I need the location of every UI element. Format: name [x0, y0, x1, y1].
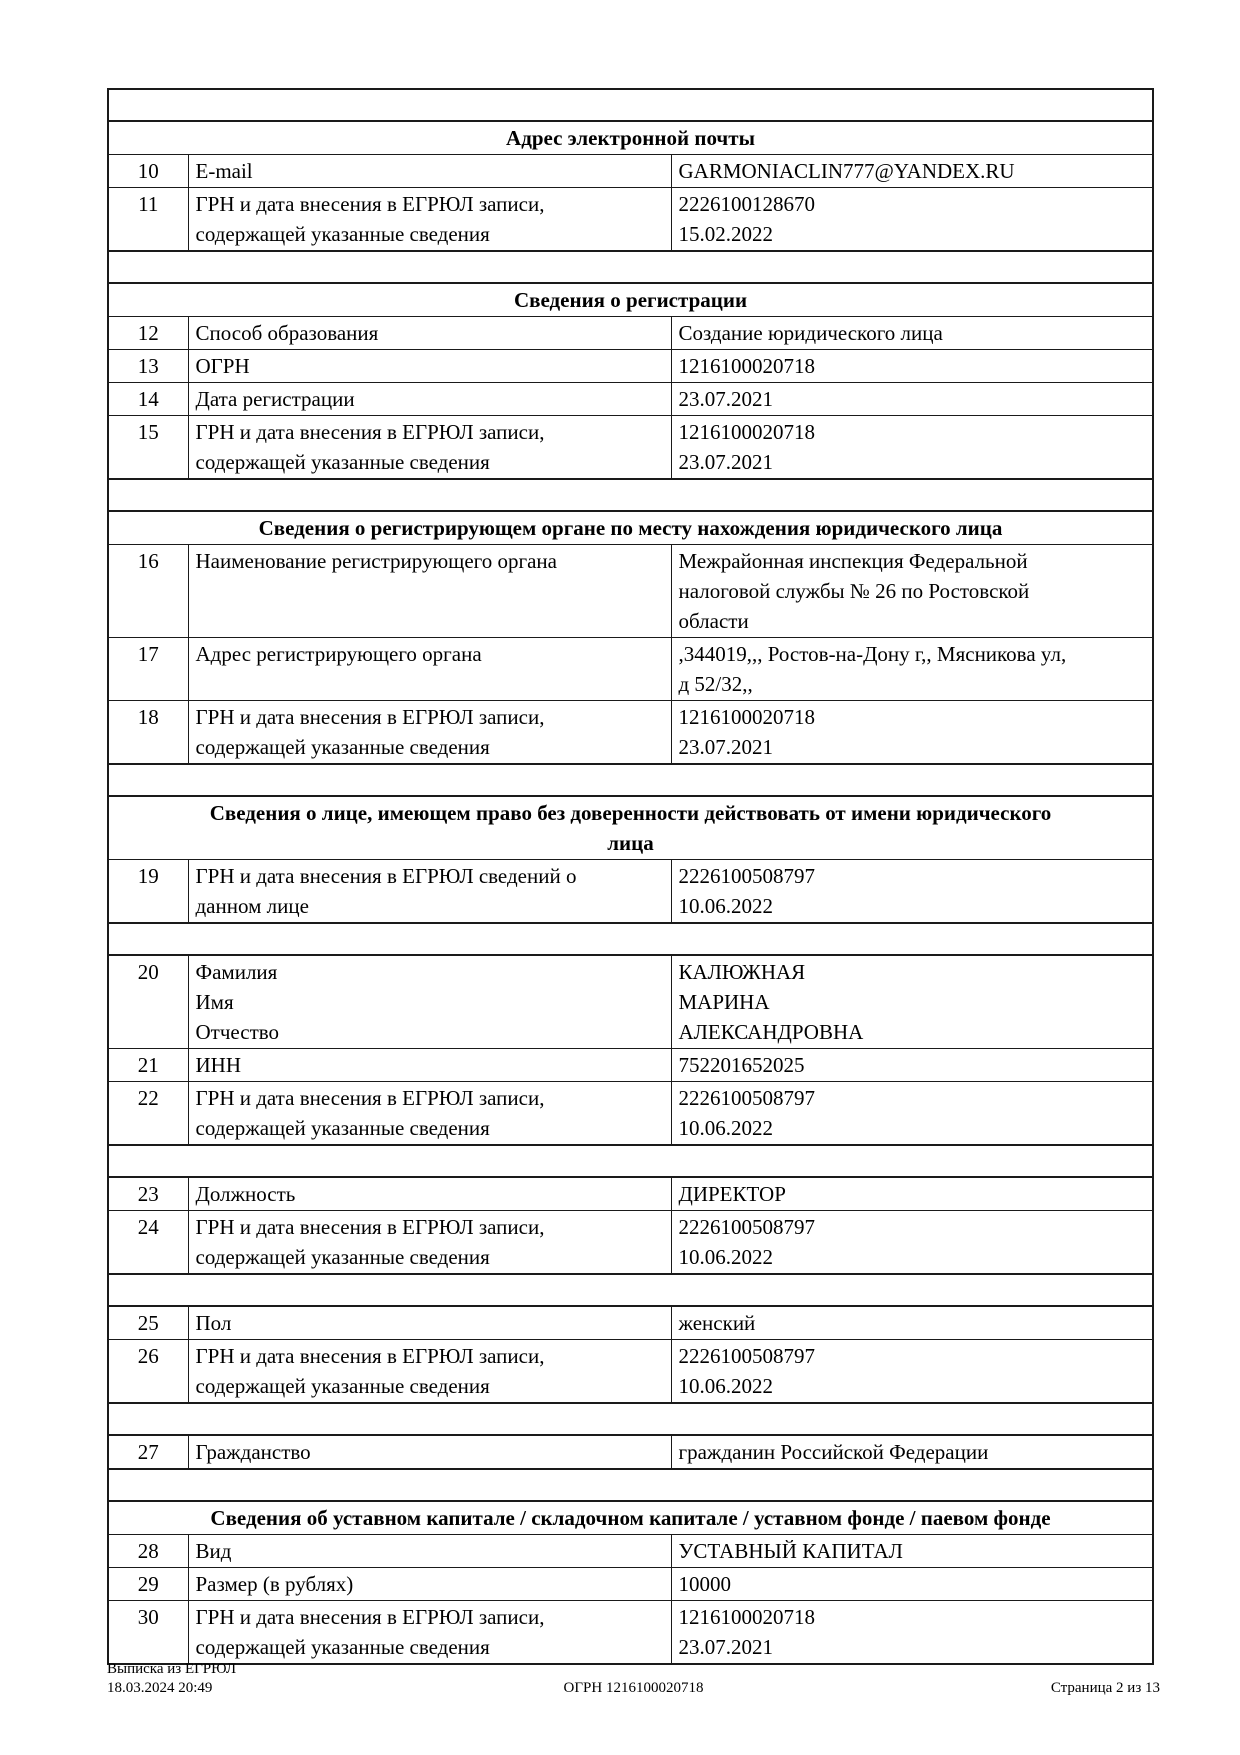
- text-line: 23.07.2021: [678, 1635, 773, 1659]
- row-value: [671, 860, 1153, 924]
- text-line: 15.02.2022: [678, 222, 773, 246]
- row-number: 30: [108, 1601, 188, 1665]
- section-header-row: [108, 1501, 1153, 1535]
- row-number: 18: [108, 701, 188, 765]
- row-value: [671, 1568, 1153, 1601]
- row-number: 20: [108, 955, 188, 1049]
- text-line: МАРИНА: [678, 990, 770, 1014]
- table-row: [108, 1177, 1153, 1211]
- text-line: Пол: [195, 1311, 232, 1335]
- spacer-row: [108, 251, 1153, 283]
- text-line: Размер (в рублях): [195, 1572, 354, 1596]
- text-line: д 52/32,,: [678, 672, 753, 696]
- row-number: 12: [108, 317, 188, 350]
- text-line: Сведения о лице, имеющем право без доверенности действовать от имени юридического: [209, 801, 1052, 825]
- spacer-cell: [108, 1469, 1153, 1501]
- row-label: [188, 1082, 671, 1146]
- text-line: Фамилия: [195, 960, 278, 984]
- text-line: ДИРЕКТОР: [678, 1182, 786, 1206]
- text-line: содержащей указанные сведения: [195, 735, 490, 759]
- row-number: 19: [108, 860, 188, 924]
- section-header: [108, 511, 1153, 545]
- table-row: [108, 638, 1153, 701]
- row-label: [188, 955, 671, 1049]
- text-line: Сведения о регистрации: [513, 288, 748, 312]
- spacer-cell: [108, 251, 1153, 283]
- footer-info-line: [107, 1679, 1160, 1698]
- text-line: содержащей указанные сведения: [195, 1374, 490, 1398]
- text-line: Вид: [195, 1539, 232, 1563]
- table-row: [108, 1082, 1153, 1146]
- text-line: ГРН и дата внесения в ЕГРЮЛ записи,: [195, 192, 545, 216]
- row-number: 15: [108, 416, 188, 480]
- row-number: 26: [108, 1340, 188, 1404]
- text-line: 2226100508797: [678, 1086, 815, 1110]
- row-value: [671, 955, 1153, 1049]
- page-footer: [107, 1660, 1160, 1698]
- text-line: 2226100508797: [678, 1344, 815, 1368]
- section-header: [108, 121, 1153, 155]
- text-line: 2226100128670: [678, 192, 815, 216]
- text-line: Гражданство: [195, 1440, 311, 1464]
- row-label: [188, 1601, 671, 1665]
- text-line: содержащей указанные сведения: [195, 1635, 490, 1659]
- row-label: [188, 317, 671, 350]
- row-value: [671, 383, 1153, 416]
- section-header-row: [108, 796, 1153, 860]
- spacer-cell: [108, 764, 1153, 796]
- text-line: Должность: [195, 1182, 296, 1206]
- row-number: 10: [108, 155, 188, 188]
- text-line: 23.07.2021: [678, 450, 773, 474]
- text-line: 1216100020718: [678, 420, 815, 444]
- row-number: 13: [108, 350, 188, 383]
- spacer-row: [108, 1403, 1153, 1435]
- row-value: [671, 188, 1153, 252]
- table-row: [108, 545, 1153, 638]
- text-line: GARMONIACLIN777@YANDEX.RU: [678, 159, 1015, 183]
- row-label: [188, 1435, 671, 1469]
- text-line: ГРН и дата внесения в ЕГРЮЛ записи,: [195, 1344, 545, 1368]
- text-line: ,344019,,, Ростов-на-Дону г,, Мясникова ул,: [678, 642, 1067, 666]
- text-line: Дата регистрации: [195, 387, 355, 411]
- row-value: [671, 1049, 1153, 1082]
- row-value: [671, 1082, 1153, 1146]
- text-line: данном лице: [195, 894, 309, 918]
- table-row: [108, 350, 1153, 383]
- text-line: содержащей указанные сведения: [195, 450, 490, 474]
- text-line: ГРН и дата внесения в ЕГРЮЛ записи,: [195, 1605, 545, 1629]
- spacer-cell: [108, 89, 1153, 121]
- table-row: [108, 1049, 1153, 1082]
- row-label: [188, 545, 671, 638]
- text-line: 10.06.2022: [678, 1245, 773, 1269]
- text-line: 10.06.2022: [678, 1116, 773, 1140]
- row-label: [188, 1049, 671, 1082]
- text-line: женский: [678, 1311, 756, 1335]
- row-number: 28: [108, 1535, 188, 1568]
- text-line: КАЛЮЖНАЯ: [678, 960, 806, 984]
- table-row: [108, 1211, 1153, 1275]
- text-line: ГРН и дата внесения в ЕГРЮЛ записи,: [195, 1086, 545, 1110]
- row-value: [671, 416, 1153, 480]
- table-row: [108, 1435, 1153, 1469]
- text-line: Адрес регистрирующего органа: [195, 642, 482, 666]
- table-row: [108, 317, 1153, 350]
- row-value: [671, 1601, 1153, 1665]
- table-row: [108, 860, 1153, 924]
- footer-page-number: Страница 2 из 13: [1050, 1680, 1160, 1696]
- text-line: Адрес электронной почты: [506, 126, 755, 150]
- spacer-row: [108, 1145, 1153, 1177]
- row-value: [671, 545, 1153, 638]
- footer-doc-title: Выписка из ЕГРЮЛ: [107, 1661, 236, 1677]
- egrul-extract-table-container: [107, 88, 1152, 1665]
- row-value: [671, 1211, 1153, 1275]
- row-label: [188, 188, 671, 252]
- row-value: [671, 1340, 1153, 1404]
- row-number: 21: [108, 1049, 188, 1082]
- table-row: [108, 188, 1153, 252]
- row-value: [671, 1177, 1153, 1211]
- text-line: 752201652025: [678, 1053, 805, 1077]
- text-line: УСТАВНЫЙ КАПИТАЛ: [678, 1539, 903, 1563]
- text-line: E-mail: [195, 159, 253, 183]
- table-row: [108, 1535, 1153, 1568]
- egrul-table-body: [108, 89, 1153, 1664]
- row-label: [188, 383, 671, 416]
- text-line: Способ образования: [195, 321, 379, 345]
- table-row: [108, 955, 1153, 1049]
- section-header-row: [108, 121, 1153, 155]
- row-value: [671, 638, 1153, 701]
- row-value: [671, 350, 1153, 383]
- spacer-cell: [108, 1403, 1153, 1435]
- text-line: 1216100020718: [678, 1605, 815, 1629]
- section-header-row: [108, 283, 1153, 317]
- row-label: [188, 1211, 671, 1275]
- row-value: [671, 155, 1153, 188]
- text-line: 23.07.2021: [678, 735, 773, 759]
- text-line: содержащей указанные сведения: [195, 222, 490, 246]
- text-line: ГРН и дата внесения в ЕГРЮЛ сведений о: [195, 864, 577, 888]
- table-row: [108, 701, 1153, 765]
- table-row: [108, 1568, 1153, 1601]
- text-line: Создание юридического лица: [678, 321, 943, 345]
- row-label: [188, 1535, 671, 1568]
- row-number: 17: [108, 638, 188, 701]
- egrul-table: [107, 88, 1154, 1665]
- row-label: [188, 1177, 671, 1211]
- text-line: Наименование регистрирующего органа: [195, 549, 557, 573]
- section-header: [108, 283, 1153, 317]
- row-number: 16: [108, 545, 188, 638]
- table-row: [108, 1601, 1153, 1665]
- table-row: [108, 1306, 1153, 1340]
- row-number: 23: [108, 1177, 188, 1211]
- text-line: 2226100508797: [678, 864, 815, 888]
- row-number: 22: [108, 1082, 188, 1146]
- text-line: ИНН: [195, 1053, 241, 1077]
- text-line: 2226100508797: [678, 1215, 815, 1239]
- row-label: [188, 860, 671, 924]
- section-header: [108, 796, 1153, 860]
- row-label: [188, 416, 671, 480]
- text-line: ГРН и дата внесения в ЕГРЮЛ записи,: [195, 1215, 545, 1239]
- row-number: 29: [108, 1568, 188, 1601]
- text-line: 1216100020718: [678, 354, 815, 378]
- text-line: 23.07.2021: [678, 387, 773, 411]
- spacer-row: [108, 479, 1153, 511]
- text-line: Отчество: [195, 1020, 280, 1044]
- row-label: [188, 1306, 671, 1340]
- spacer-row: [108, 764, 1153, 796]
- spacer-cell: [108, 479, 1153, 511]
- text-line: содержащей указанные сведения: [195, 1116, 490, 1140]
- table-row: [108, 383, 1153, 416]
- text-line: гражданин Российской Федерации: [678, 1440, 989, 1464]
- text-line: налоговой службы № 26 по Ростовской: [678, 579, 1030, 603]
- table-row: [108, 155, 1153, 188]
- row-label: [188, 1568, 671, 1601]
- row-number: 25: [108, 1306, 188, 1340]
- row-value: [671, 1535, 1153, 1568]
- spacer-row: [108, 1274, 1153, 1306]
- row-label: [188, 638, 671, 701]
- row-value: [671, 1306, 1153, 1340]
- row-number: 14: [108, 383, 188, 416]
- text-line: Сведения о регистрирующем органе по месту нахождения юридического лица: [258, 516, 1003, 540]
- section-header-row: [108, 511, 1153, 545]
- text-line: содержащей указанные сведения: [195, 1245, 490, 1269]
- row-value: [671, 701, 1153, 765]
- spacer-cell: [108, 1274, 1153, 1306]
- row-label: [188, 350, 671, 383]
- table-row: [108, 1340, 1153, 1404]
- row-label: [188, 1340, 671, 1404]
- text-line: области: [678, 609, 749, 633]
- spacer-row: [108, 1469, 1153, 1501]
- text-line: Межрайонная инспекция Федеральной: [678, 549, 1028, 573]
- spacer-row: [108, 89, 1153, 121]
- section-header: [108, 1501, 1153, 1535]
- row-value: [671, 1435, 1153, 1469]
- spacer-cell: [108, 1145, 1153, 1177]
- row-label: [188, 155, 671, 188]
- row-value: [671, 317, 1153, 350]
- text-line: ОГРН: [195, 354, 250, 378]
- spacer-row: [108, 923, 1153, 955]
- text-line: 10.06.2022: [678, 1374, 773, 1398]
- footer-ogrn: ОГРН 1216100020718: [563, 1680, 704, 1696]
- row-number: 11: [108, 188, 188, 252]
- row-number: 27: [108, 1435, 188, 1469]
- spacer-cell: [108, 923, 1153, 955]
- text-line: 1216100020718: [678, 705, 815, 729]
- table-row: [108, 416, 1153, 480]
- text-line: АЛЕКСАНДРОВНА: [678, 1020, 864, 1044]
- text-line: лица: [607, 831, 654, 855]
- row-label: [188, 701, 671, 765]
- text-line: ГРН и дата внесения в ЕГРЮЛ записи,: [195, 420, 545, 444]
- text-line: 10.06.2022: [678, 894, 773, 918]
- text-line: Имя: [195, 990, 234, 1014]
- row-number: 24: [108, 1211, 188, 1275]
- footer-datetime: 18.03.2024 20:49: [107, 1680, 213, 1696]
- text-line: Сведения об уставном капитале / складочном капитале / уставном фонде / паевом фонде: [210, 1506, 1051, 1530]
- text-line: ГРН и дата внесения в ЕГРЮЛ записи,: [195, 705, 545, 729]
- text-line: 10000: [678, 1572, 731, 1596]
